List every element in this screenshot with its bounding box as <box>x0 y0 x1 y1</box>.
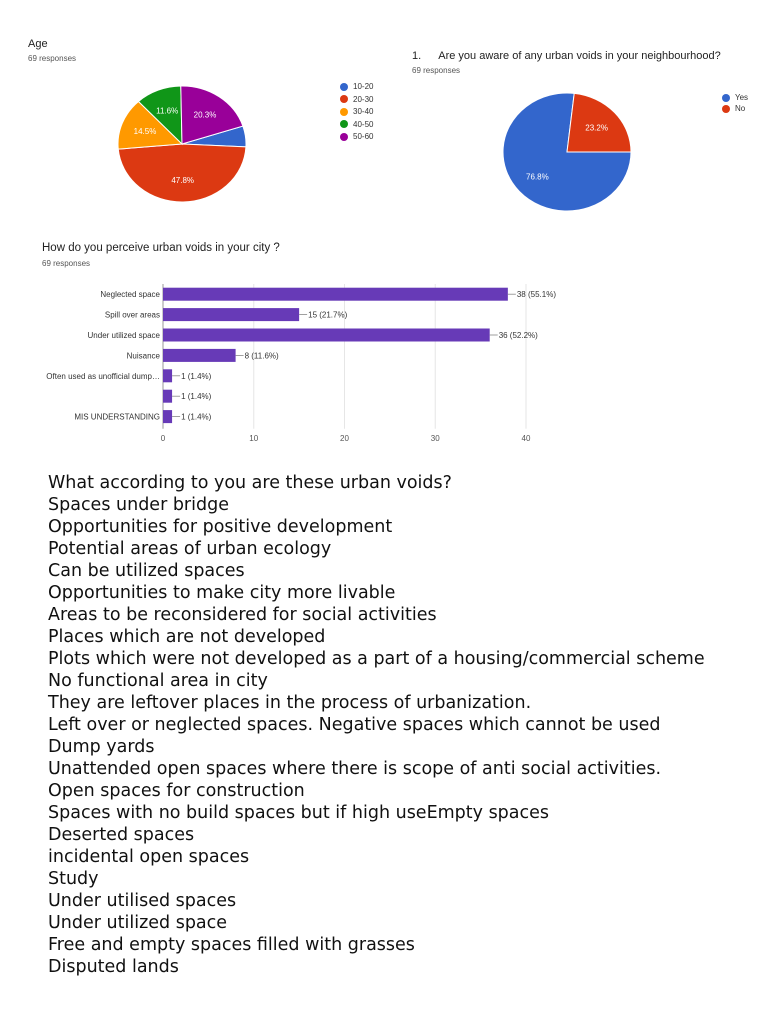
x-tick-label: 10 <box>249 433 259 443</box>
x-tick-label: 40 <box>521 433 531 443</box>
question-text: Are you aware of any urban voids in your neighbourhood? <box>438 50 721 62</box>
answer-item: Dump yards <box>48 737 155 757</box>
age-pie-chart <box>110 78 256 210</box>
answer-item: Disputed lands <box>48 957 179 977</box>
legend-label: No <box>735 104 746 113</box>
age-legend <box>340 82 420 152</box>
answer-item: They are leftover places in the process of urbanization. <box>48 693 532 713</box>
value-label: 1 (1.4%) <box>181 392 212 402</box>
age-slice-label: 20.3% <box>193 110 217 120</box>
awareness-legend-item <box>722 104 745 113</box>
value-label: 1 (1.4%) <box>181 371 212 381</box>
answer-item: Free and empty spaces filled with grasses <box>48 935 415 955</box>
category-label: Often used as unofficial dump… <box>46 371 160 381</box>
category-label: MIS UNDERSTANDING <box>74 412 160 422</box>
category-label: Nuisance <box>126 351 160 361</box>
category-label: Spill over areas <box>104 310 160 320</box>
question-number: 1. <box>412 50 422 62</box>
age-legend-item <box>340 120 373 129</box>
legend-swatch <box>340 83 348 91</box>
bar <box>163 369 172 382</box>
answers-list <box>48 472 705 978</box>
x-tick-label: 30 <box>430 433 440 443</box>
answer-item: Under utilized space <box>48 913 228 933</box>
awareness-legend-item <box>722 93 748 102</box>
legend-label: 50-60 <box>353 132 374 141</box>
category-label: Neglected space <box>100 290 160 300</box>
age-legend-item <box>340 132 373 141</box>
value-label: 1 (1.4%) <box>181 412 212 422</box>
answer-item: Can be utilized spaces <box>48 561 245 581</box>
perception-chart-title: How do you perceive urban voids in your city ? <box>42 242 280 254</box>
age-chart-title: Age <box>28 38 48 50</box>
category-label: Under utilized space <box>87 331 160 340</box>
answer-item: Opportunities for positive development <box>48 517 393 537</box>
legend-label: Yes <box>735 93 749 102</box>
legend-swatch <box>340 120 348 128</box>
answer-item: Study <box>48 869 99 889</box>
awareness-legend <box>722 93 766 119</box>
age-legend-item <box>340 95 373 104</box>
age-legend-item <box>340 107 373 116</box>
legend-swatch <box>722 105 730 113</box>
awareness-chart-responses: 69 responses <box>412 66 461 75</box>
legend-swatch <box>340 108 348 116</box>
legend-label: 30-40 <box>353 107 374 116</box>
bar <box>163 410 172 423</box>
answer-item: Potential areas of urban ecology <box>48 539 332 559</box>
answer-item: Places which are not developed <box>48 627 326 647</box>
answer-item: Open spaces for construction <box>48 781 305 801</box>
legend-swatch <box>722 94 730 102</box>
awareness-slice-label: 76.8% <box>526 172 549 182</box>
answer-item: Plots which were not developed as a part of a housing/commercial scheme <box>48 649 705 669</box>
age-legend-item <box>340 82 373 91</box>
answer-item: Deserted spaces <box>48 825 195 845</box>
answer-item: Spaces under bridge <box>48 495 229 515</box>
age-slice-20-30 <box>118 144 246 202</box>
awareness-pie-chart <box>495 86 645 220</box>
bar <box>163 349 236 362</box>
answer-item: Areas to be reconsidered for social activities <box>48 605 437 625</box>
answer-item: No functional area in city <box>48 671 268 691</box>
legend-label: 10-20 <box>353 82 374 91</box>
awareness-slice-label: 23.2% <box>585 123 608 133</box>
perception-chart-responses: 69 responses <box>42 259 91 268</box>
answers-question: What according to you are these urban voids? <box>48 473 452 493</box>
age-slice-label: 47.8% <box>171 176 195 185</box>
x-tick-label: 0 <box>160 433 166 443</box>
value-label: 36 (52.2%) <box>498 331 538 340</box>
answer-item: Opportunities to make city more livable <box>48 583 396 603</box>
answer-item: Unattended open spaces where there is scope of anti social activities. <box>48 759 662 779</box>
answer-item: Under utilised spaces <box>48 891 237 911</box>
value-label: 38 (55.1%) <box>516 290 556 300</box>
bar <box>163 329 490 342</box>
age-chart-responses: 69 responses <box>28 54 77 63</box>
legend-swatch <box>340 95 348 103</box>
perception-bar-chart <box>0 278 600 448</box>
answer-item: Spaces with no build spaces but if high useEmpty spaces <box>48 803 550 823</box>
bar <box>163 308 299 321</box>
bar <box>163 390 172 403</box>
age-slice-label: 14.5% <box>133 127 157 137</box>
awareness-chart-title <box>412 50 721 62</box>
answer-item: Left over or neglected spaces. Negative spaces which cannot be used <box>48 715 661 735</box>
bar <box>163 288 508 301</box>
value-label: 15 (21.7%) <box>308 310 348 320</box>
x-tick-label: 20 <box>340 433 349 443</box>
age-slice-label: 11.6% <box>156 106 179 116</box>
answer-item: incidental open spaces <box>48 847 250 867</box>
legend-swatch <box>340 133 348 141</box>
legend-label: 20-30 <box>353 94 374 104</box>
value-label: 8 (11.6%) <box>244 351 279 361</box>
legend-label: 40-50 <box>353 119 374 129</box>
